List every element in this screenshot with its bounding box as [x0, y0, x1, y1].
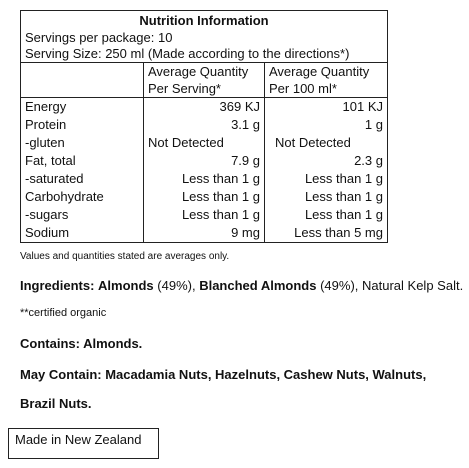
may-contain-statement-cont: Brazil Nuts. — [20, 396, 92, 411]
header-per-serving: Average Quantity Per Serving* — [144, 63, 265, 98]
contains-statement: Contains: Almonds. — [20, 336, 143, 351]
nutrient-name: Fat, total — [21, 152, 144, 170]
serving-size: Serving Size: 250 ml (Made according to the directions*) — [21, 46, 387, 63]
per-serving-value: Less than 1 g — [144, 206, 265, 224]
table-row — [21, 98, 387, 117]
per-100-value: Less than 1 g — [304, 171, 383, 186]
per-100-value: 101 KJ — [342, 99, 383, 114]
table-row — [21, 188, 387, 206]
nutrient-name: Carbohydrate — [21, 188, 144, 206]
ingredients-line — [20, 278, 463, 293]
header-blank — [21, 63, 144, 98]
origin-box: Made in New Zealand — [8, 428, 159, 459]
panel-title: Nutrition Information — [139, 13, 269, 28]
table-row — [21, 116, 387, 134]
per-serving-value: Less than 1 g — [144, 188, 265, 206]
nutrition-panel — [20, 10, 388, 243]
header-per-100ml: Average Quantity Per 100 ml* — [265, 63, 388, 98]
nutrient-name: -gluten — [21, 134, 144, 152]
table-row — [21, 224, 387, 242]
ingredient-blanched-pct: (49%), — [320, 278, 359, 293]
per-100-value: Less than 5 mg — [294, 225, 383, 240]
certified-organic-note: **certified organic — [20, 307, 107, 319]
per-100-value: 2.3 g — [354, 153, 383, 168]
nutrient-name: Protein — [21, 116, 144, 134]
per-serving-value: 369 KJ — [144, 98, 265, 117]
nutrient-name: Sodium — [21, 224, 144, 242]
servings-per-package: Servings per package: 10 — [25, 30, 173, 45]
table-row — [21, 170, 387, 188]
nutrient-name: -sugars — [21, 206, 144, 224]
nutrient-name: -saturated — [21, 170, 144, 188]
nutrition-table — [21, 63, 387, 242]
per-100-value: Less than 1 g — [304, 189, 383, 204]
per-serving-value: Less than 1 g — [144, 170, 265, 188]
per-100-value: Less than 1 g — [304, 207, 383, 222]
ingredient-kelp-salt: Natural Kelp Salt. — [362, 278, 464, 293]
nutrient-name: Energy — [21, 98, 144, 117]
per-serving-value: Not Detected — [144, 134, 265, 152]
per-100-value: Not Detected — [275, 135, 351, 150]
table-row — [21, 134, 387, 152]
ingredient-blanched-almonds: Blanched Almonds — [199, 278, 317, 293]
averages-note: Values and quantities stated are averages only. — [20, 251, 230, 262]
per-100-value: 1 g — [364, 117, 383, 132]
table-header-row — [21, 63, 387, 98]
ingredients-label: Ingredients: — [20, 278, 95, 293]
may-contain-statement: May Contain: Macadamia Nuts, Hazelnuts, Cashew Nuts, Walnuts, — [20, 367, 427, 382]
per-serving-value: 3.1 g — [144, 116, 265, 134]
ingredient-almonds-pct: (49%), — [157, 278, 196, 293]
per-serving-value: 7.9 g — [144, 152, 265, 170]
table-row — [21, 152, 387, 170]
ingredient-almonds: Almonds — [98, 278, 154, 293]
table-row — [21, 206, 387, 224]
per-serving-value: 9 mg — [144, 224, 265, 242]
